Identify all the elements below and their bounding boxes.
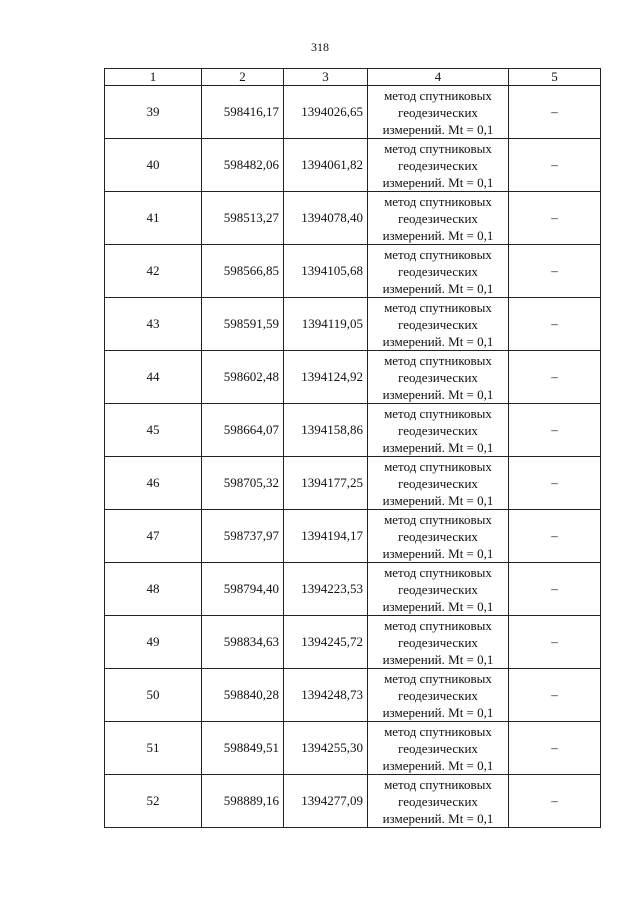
note-cell: – <box>509 86 601 139</box>
table-row <box>105 510 601 563</box>
method-line-2: геодезических <box>398 581 478 597</box>
coordinate-x: 598834,63 <box>202 616 284 669</box>
method-cell <box>368 86 509 139</box>
point-number: 46 <box>105 457 202 510</box>
table-body <box>105 86 601 828</box>
method-line-1: метод спутниковых <box>384 352 492 368</box>
column-header-2: 2 <box>202 69 284 86</box>
point-number: 48 <box>105 563 202 616</box>
table-row <box>105 722 601 775</box>
coordinate-x: 598602,48 <box>202 351 284 404</box>
coordinate-y: 1394245,72 <box>284 616 368 669</box>
coordinate-y: 1394248,73 <box>284 669 368 722</box>
method-line-2: геодезических <box>398 210 478 226</box>
note-cell: – <box>509 775 601 828</box>
coordinate-y: 1394026,65 <box>284 86 368 139</box>
point-number: 51 <box>105 722 202 775</box>
method-line-1: метод спутниковых <box>384 140 492 156</box>
point-number: 43 <box>105 298 202 351</box>
table-row <box>105 457 601 510</box>
note-cell: – <box>509 457 601 510</box>
table-row <box>105 563 601 616</box>
coordinate-x: 598849,51 <box>202 722 284 775</box>
coordinate-x: 598591,59 <box>202 298 284 351</box>
method-line-2: геодезических <box>398 422 478 438</box>
table-row <box>105 616 601 669</box>
column-header-5: 5 <box>509 69 601 86</box>
coordinate-x: 598566,85 <box>202 245 284 298</box>
coordinate-x: 598889,16 <box>202 775 284 828</box>
method-line-3: измерений. Mt = 0,1 <box>382 174 494 190</box>
method-cell <box>368 510 509 563</box>
coordinate-y: 1394124,92 <box>284 351 368 404</box>
method-line-2: геодезических <box>398 475 478 491</box>
coordinate-x: 598840,28 <box>202 669 284 722</box>
method-line-3: измерений. Mt = 0,1 <box>382 492 494 508</box>
method-line-3: измерений. Mt = 0,1 <box>382 757 494 773</box>
method-line-2: геодезических <box>398 316 478 332</box>
note-cell: – <box>509 298 601 351</box>
method-line-3: измерений. Mt = 0,1 <box>382 545 494 561</box>
coordinate-y: 1394255,30 <box>284 722 368 775</box>
method-cell <box>368 192 509 245</box>
method-cell <box>368 404 509 457</box>
method-cell <box>368 563 509 616</box>
coordinate-x: 598737,97 <box>202 510 284 563</box>
coordinate-x: 598416,17 <box>202 86 284 139</box>
point-number: 44 <box>105 351 202 404</box>
method-cell <box>368 775 509 828</box>
method-line-1: метод спутниковых <box>384 299 492 315</box>
table-header-row <box>105 69 601 86</box>
note-cell: – <box>509 616 601 669</box>
method-line-2: геодезических <box>398 687 478 703</box>
table-row <box>105 298 601 351</box>
table-row <box>105 404 601 457</box>
method-line-1: метод спутниковых <box>384 723 492 739</box>
column-header-4: 4 <box>368 69 509 86</box>
table-row <box>105 669 601 722</box>
coordinate-y: 1394061,82 <box>284 139 368 192</box>
method-line-3: измерений. Mt = 0,1 <box>382 121 494 137</box>
note-cell: – <box>509 351 601 404</box>
method-line-2: геодезических <box>398 528 478 544</box>
method-line-2: геодезических <box>398 369 478 385</box>
table-row <box>105 192 601 245</box>
method-line-1: метод спутниковых <box>384 670 492 686</box>
method-line-2: геодезических <box>398 793 478 809</box>
method-cell <box>368 351 509 404</box>
method-cell <box>368 139 509 192</box>
method-cell <box>368 669 509 722</box>
note-cell: – <box>509 192 601 245</box>
point-number: 41 <box>105 192 202 245</box>
method-cell <box>368 298 509 351</box>
note-cell: – <box>509 510 601 563</box>
column-header-1: 1 <box>105 69 202 86</box>
coordinate-y: 1394223,53 <box>284 563 368 616</box>
coordinate-y: 1394177,25 <box>284 457 368 510</box>
point-number: 45 <box>105 404 202 457</box>
method-line-3: измерений. Mt = 0,1 <box>382 651 494 667</box>
coordinate-y: 1394194,17 <box>284 510 368 563</box>
note-cell: – <box>509 139 601 192</box>
method-line-1: метод спутниковых <box>384 87 492 103</box>
method-line-3: измерений. Mt = 0,1 <box>382 704 494 720</box>
method-cell <box>368 457 509 510</box>
method-line-2: геодезических <box>398 104 478 120</box>
method-line-1: метод спутниковых <box>384 776 492 792</box>
method-line-3: измерений. Mt = 0,1 <box>382 439 494 455</box>
coordinate-x: 598705,32 <box>202 457 284 510</box>
method-line-1: метод спутниковых <box>384 511 492 527</box>
method-line-3: измерений. Mt = 0,1 <box>382 280 494 296</box>
method-cell <box>368 245 509 298</box>
note-cell: – <box>509 245 601 298</box>
method-line-2: геодезических <box>398 740 478 756</box>
note-cell: – <box>509 404 601 457</box>
coordinate-x: 598794,40 <box>202 563 284 616</box>
method-line-2: геодезических <box>398 263 478 279</box>
method-line-1: метод спутниковых <box>384 458 492 474</box>
coordinate-y: 1394158,86 <box>284 404 368 457</box>
coordinate-y: 1394105,68 <box>284 245 368 298</box>
note-cell: – <box>509 563 601 616</box>
method-line-1: метод спутниковых <box>384 564 492 580</box>
coordinate-x: 598482,06 <box>202 139 284 192</box>
table-row <box>105 351 601 404</box>
method-line-3: измерений. Mt = 0,1 <box>382 386 494 402</box>
point-number: 39 <box>105 86 202 139</box>
point-number: 42 <box>105 245 202 298</box>
point-number: 40 <box>105 139 202 192</box>
method-line-2: геодезических <box>398 634 478 650</box>
page-number: 318 <box>311 40 329 54</box>
table-row <box>105 245 601 298</box>
method-cell <box>368 722 509 775</box>
method-line-2: геодезических <box>398 157 478 173</box>
method-line-1: метод спутниковых <box>384 193 492 209</box>
coordinate-y: 1394078,40 <box>284 192 368 245</box>
coordinate-y: 1394277,09 <box>284 775 368 828</box>
method-line-3: измерений. Mt = 0,1 <box>382 598 494 614</box>
method-line-3: измерений. Mt = 0,1 <box>382 333 494 349</box>
method-line-1: метод спутниковых <box>384 246 492 262</box>
table-row <box>105 86 601 139</box>
column-header-3: 3 <box>284 69 368 86</box>
point-number: 50 <box>105 669 202 722</box>
point-number: 47 <box>105 510 202 563</box>
note-cell: – <box>509 669 601 722</box>
coordinate-y: 1394119,05 <box>284 298 368 351</box>
method-line-1: метод спутниковых <box>384 617 492 633</box>
method-cell <box>368 616 509 669</box>
table-row <box>105 139 601 192</box>
table-row <box>105 775 601 828</box>
coordinate-x: 598664,07 <box>202 404 284 457</box>
method-line-1: метод спутниковых <box>384 405 492 421</box>
method-line-3: измерений. Mt = 0,1 <box>382 810 494 826</box>
point-number: 52 <box>105 775 202 828</box>
note-cell: – <box>509 722 601 775</box>
coordinates-table <box>104 68 601 828</box>
method-line-3: измерений. Mt = 0,1 <box>382 227 494 243</box>
point-number: 49 <box>105 616 202 669</box>
coordinate-x: 598513,27 <box>202 192 284 245</box>
